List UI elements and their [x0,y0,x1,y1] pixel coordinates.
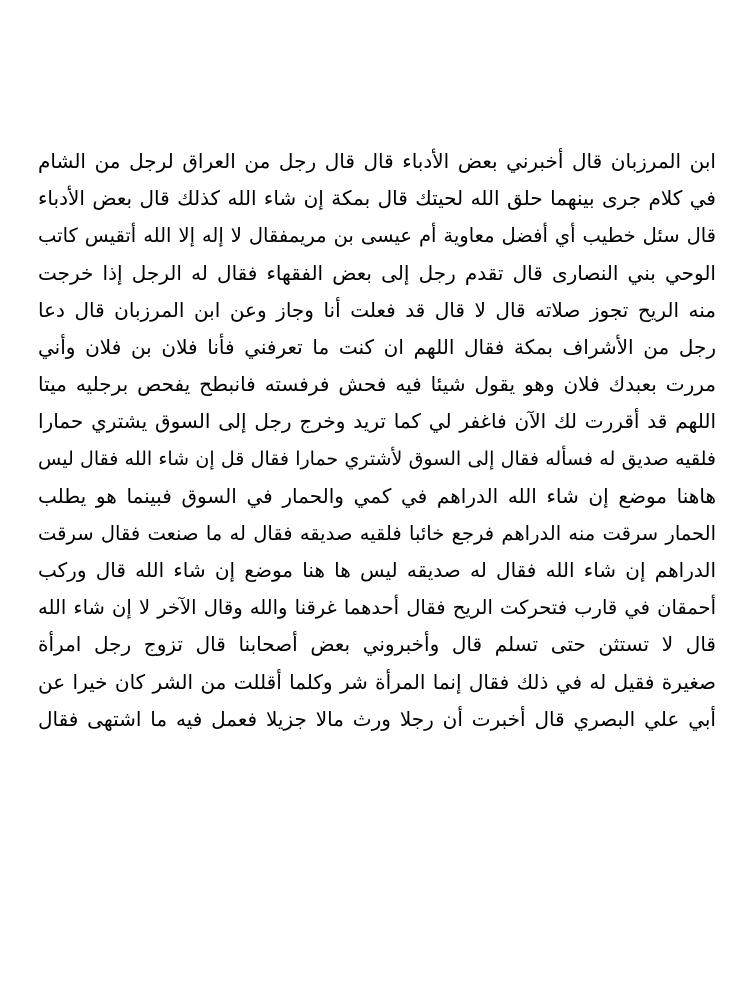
text-line: أحمقان في قارب فتحركت الريح فقال أحدهما غرقنا والله وقال الآخر لا إن شاء الله [38,596,716,620]
text-line: قال سئل خطيب أي أفضل معاوية أم عيسى بن مريمفقال لا إله إلا الله أتقيس كاتب [38,224,716,248]
text-line: ابن المرزبان قال أخبرني بعض الأدباء قال قال رجل من العراق لرجل من الشام [38,149,716,173]
arabic-text-body [38,143,716,738]
text-line: الحمار سرقت منه الدراهم فرجع خائبا فلقيه صديقه فقال له ما صنعت فقال سرقت [38,521,716,545]
text-line: أبي علي البصري قال أخبرت أن رجلا ورث مالا جزيلا فعمل فيه ما اشتهى فقال [38,706,716,731]
text-line: صغيرة فقيل له في ذلك فقال إنما المرأة شر وكلما أقللت من الشر كان خيرا عن [38,669,716,694]
text-line: مررت بعبدك فلان وهو يقول شيئا فيه فحش فرفسته فانبطح يفحص برجليه ميتا [38,372,716,397]
text-line: فلقيه صديق له فسأله فقال إلى السوق لأشتري حمارا فقال قل إن شاء الله فقال ليس [38,447,716,470]
text-line: هاهنا موضع إن شاء الله الدراهم في كمي والحمار في السوق فبينما هو يطلب [38,483,716,508]
text-line: منه الريح تجوز صلاته قال لا قال قد فعلت أنا وجاز وعن ابن المرزبان قال دعا [38,297,716,322]
text-line: الوحي بني النصارى قال تقدم رجل إلى بعض الفقهاء فقال له الرجل إذا خرجت [38,260,716,285]
text-line: الدراهم إن شاء الله فقال له صديقه ليس ها هنا موضع إن شاء الله قال وركب [38,558,716,583]
text-line: رجل من الأشراف بمكة فقال اللهم ان كنت ما تعرفني فأنا فلان بن فلان وأني [38,334,716,359]
text-line: قال لا تستثن حتى تسلم قال وأخبروني بعض أصحابنا قال تزوج رجل امرأة [38,632,716,657]
text-line: اللهم قد أقررت لك الآن فاغفر لي كما تريد وخرج رجل إلى السوق يشتري حمارا [38,409,716,434]
text-line: في كلام جرى بينهما حلق الله لحيتك قال بمكة إن شاء الله كذلك قال بعض الأدباء [38,186,716,211]
